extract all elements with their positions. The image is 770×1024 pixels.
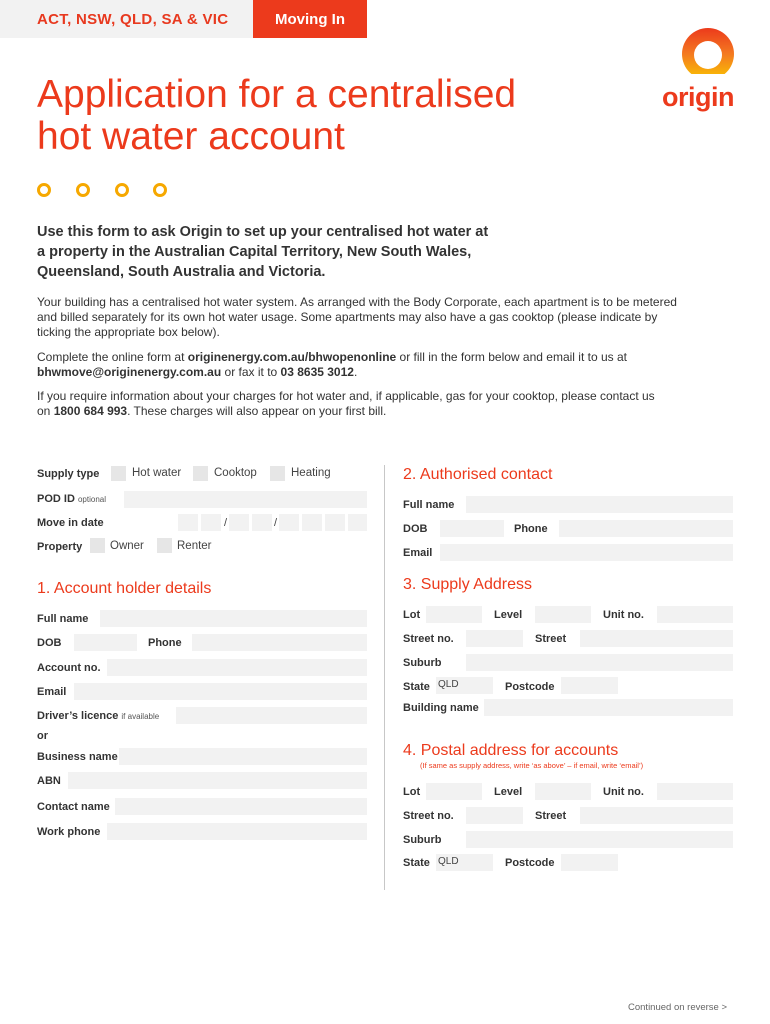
lot-field[interactable] xyxy=(426,606,482,623)
abn-field[interactable] xyxy=(68,772,367,789)
date-digit-field[interactable] xyxy=(201,514,221,531)
intro-line: Queensland, South Australia and Victoria. xyxy=(37,264,326,280)
column-divider xyxy=(384,465,385,890)
postal-level-field[interactable] xyxy=(535,783,591,800)
origin-wordmark: origin xyxy=(662,82,734,112)
date-digit-field[interactable] xyxy=(229,514,249,531)
account-no-field[interactable] xyxy=(107,659,367,676)
suburb-label: Suburb xyxy=(403,657,442,669)
date-digit-field[interactable] xyxy=(252,514,272,531)
level-field[interactable] xyxy=(535,606,591,623)
authorised-contact-heading: 2. Authorised contact xyxy=(403,466,553,483)
auth-phone-field[interactable] xyxy=(559,520,733,537)
heating-label: Heating xyxy=(291,467,331,479)
full-name-label: Full name xyxy=(37,613,89,625)
unit-no-label: Unit no. xyxy=(603,609,644,621)
work-phone-field[interactable] xyxy=(107,823,367,840)
paragraph-text: . These charges will also appear on your first bill. xyxy=(127,404,387,418)
step-dot-icon xyxy=(153,183,167,197)
charges-paragraph xyxy=(37,389,737,419)
auth-email-label: Email xyxy=(403,547,433,559)
auth-full-name-field[interactable] xyxy=(466,496,733,513)
postal-street-no-field[interactable] xyxy=(466,807,523,824)
description-paragraph xyxy=(37,295,737,340)
renter-label: Renter xyxy=(177,540,212,552)
email-field[interactable] xyxy=(74,683,367,700)
full-name-field[interactable] xyxy=(100,610,367,627)
postal-street-no-label: Street no. xyxy=(403,810,454,822)
postal-suburb-label: Suburb xyxy=(403,834,442,846)
lot-label: Lot xyxy=(403,609,421,621)
owner-checkbox[interactable] xyxy=(90,538,105,553)
auth-full-name-label: Full name xyxy=(403,499,455,511)
postal-street-label: Street xyxy=(535,810,567,822)
state-label: State xyxy=(403,681,430,693)
postal-level-label: Level xyxy=(494,786,523,798)
postal-lot-label: Lot xyxy=(403,786,421,798)
contact-paragraph xyxy=(37,350,737,380)
paragraph-line: ticking the appropriate box below). xyxy=(37,325,220,339)
pod-optional-text: optional xyxy=(77,495,106,504)
step-dot-icon xyxy=(115,183,129,197)
pod-id-text: POD ID xyxy=(37,493,75,505)
phone-label: Phone xyxy=(148,637,182,649)
property-label: Property xyxy=(37,541,83,553)
auth-dob-field[interactable] xyxy=(440,520,504,537)
auth-dob-label: DOB xyxy=(403,523,428,535)
street-no-label: Street no. xyxy=(403,633,454,645)
level-label: Level xyxy=(494,609,523,621)
postal-postcode-field[interactable] xyxy=(561,854,618,871)
paragraph-line: If you require information about your charges for hot water and, if applicable, gas for your cooktop, please contact us xyxy=(37,389,655,403)
fax-number: 03 8635 3012 xyxy=(280,365,354,379)
region-tab: ACT, NSW, QLD, SA & VIC xyxy=(0,0,253,38)
date-digit-field[interactable] xyxy=(302,514,322,531)
postal-unit-no-label: Unit no. xyxy=(603,786,644,798)
auth-phone-label: Phone xyxy=(514,523,548,535)
dob-field[interactable] xyxy=(74,634,137,651)
hot-water-checkbox[interactable] xyxy=(111,466,126,481)
email-link[interactable]: bhwmove@originenergy.com.au xyxy=(37,365,222,379)
abn-label: ABN xyxy=(37,775,61,787)
work-phone-label: Work phone xyxy=(37,826,101,838)
pod-id-field[interactable] xyxy=(124,491,367,508)
postal-state-label: State xyxy=(403,857,430,869)
supply-type-label: Supply type xyxy=(37,468,100,480)
phone-number: 1800 684 993 xyxy=(53,404,128,418)
owner-label: Owner xyxy=(110,540,144,552)
dob-label: DOB xyxy=(37,637,62,649)
contact-name-label: Contact name xyxy=(37,801,110,813)
building-name-field[interactable] xyxy=(484,699,733,716)
page-title xyxy=(37,74,637,158)
date-separator: / xyxy=(224,517,228,529)
intro-line: a property in the Australian Capital Territory, New South Wales, xyxy=(37,244,472,260)
business-name-label: Business name xyxy=(37,751,118,763)
intro-line: Use this form to ask Origin to set up your centralised hot water at xyxy=(37,224,489,240)
street-field[interactable] xyxy=(580,630,733,647)
postcode-label: Postcode xyxy=(505,681,555,693)
heating-checkbox[interactable] xyxy=(270,466,285,481)
licence-text: Driver’s licence xyxy=(37,710,119,722)
licence-field[interactable] xyxy=(176,707,367,724)
date-digit-field[interactable] xyxy=(325,514,345,531)
postal-unit-no-field[interactable] xyxy=(657,783,733,800)
postal-note: (If same as supply address, write ‘as above’ – if email, write ‘email’) xyxy=(420,761,644,770)
postal-address-heading: 4. Postal address for accounts xyxy=(403,742,619,759)
continued-footer: Continued on reverse > xyxy=(628,1002,728,1013)
postal-state-value: QLD xyxy=(438,856,459,867)
postal-suburb-field[interactable] xyxy=(466,831,733,848)
phone-field[interactable] xyxy=(192,634,367,651)
contact-name-field[interactable] xyxy=(115,798,367,815)
business-name-field[interactable] xyxy=(119,748,367,765)
unit-no-field[interactable] xyxy=(657,606,733,623)
date-digit-field[interactable] xyxy=(348,514,367,531)
paragraph-text: Complete the online form at xyxy=(37,350,188,364)
licence-label xyxy=(37,710,159,722)
suburb-field[interactable] xyxy=(466,654,733,671)
cooktop-label: Cooktop xyxy=(214,467,257,479)
paragraph-text: on xyxy=(37,404,54,418)
postal-street-field[interactable] xyxy=(580,807,733,824)
step-dot-icon xyxy=(37,183,51,197)
move-in-date-label: Move in date xyxy=(37,517,104,529)
renter-checkbox[interactable] xyxy=(157,538,172,553)
date-separator: / xyxy=(274,517,278,529)
licence-note: if available xyxy=(121,712,160,721)
online-form-link[interactable]: originenergy.com.au/bhwopenonline xyxy=(187,350,397,364)
hot-water-label: Hot water xyxy=(132,467,182,479)
intro-text xyxy=(37,222,547,282)
paragraph-text: or fill in the form below and email it to us at xyxy=(396,350,627,364)
building-name-label: Building name xyxy=(403,702,479,714)
paragraph-text: or fax it to xyxy=(221,365,281,379)
step-dot-icon xyxy=(76,183,90,197)
postal-postcode-label: Postcode xyxy=(505,857,555,869)
account-holder-heading: 1. Account holder details xyxy=(37,580,212,597)
date-digit-field[interactable] xyxy=(279,514,299,531)
postal-lot-field[interactable] xyxy=(426,783,482,800)
or-label: or xyxy=(37,730,48,742)
state-value: QLD xyxy=(438,679,459,690)
postcode-field[interactable] xyxy=(561,677,618,694)
paragraph-line: and billed separately for its own hot water usage. Some apartments may also have a gas cooktop (please indicate by xyxy=(37,310,658,324)
auth-email-field[interactable] xyxy=(440,544,733,561)
paragraph-text: . xyxy=(353,365,358,379)
street-label: Street xyxy=(535,633,567,645)
email-label: Email xyxy=(37,686,67,698)
street-no-field[interactable] xyxy=(466,630,523,647)
account-no-label: Account no. xyxy=(37,662,101,674)
title-line-2: hot water account xyxy=(37,115,345,158)
pod-id-label xyxy=(37,493,106,505)
supply-address-heading: 3. Supply Address xyxy=(403,576,532,593)
paragraph-line: Your building has a centralised hot water system. As arranged with the Body Corporate, each apartment is to be metered xyxy=(37,295,677,309)
cooktop-checkbox[interactable] xyxy=(193,466,208,481)
date-digit-field[interactable] xyxy=(178,514,198,531)
moving-in-tab: Moving In xyxy=(253,0,367,38)
title-line-1: Application for a centralised xyxy=(37,73,517,116)
